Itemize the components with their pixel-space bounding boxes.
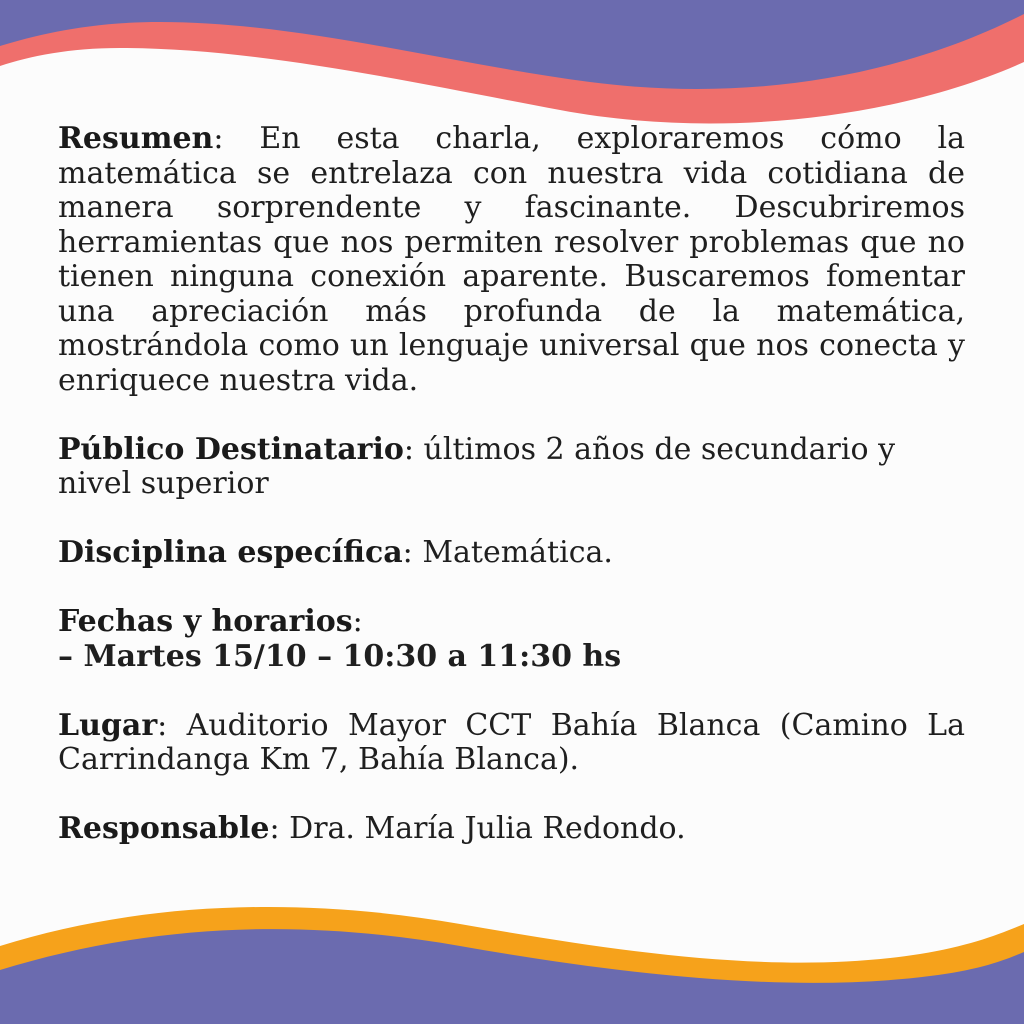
responsable-separator: : <box>269 811 290 846</box>
publico-separator: : <box>403 431 424 467</box>
disciplina-label: Disciplina específica <box>58 535 403 570</box>
resumen-text: En esta charla, exploraremos cómo la matemática se entrelaza con nuestra vida cotidiana de manera sorprendente y fascinante. Descubriremos herramientas que nos permiten resolver problemas que no tienen ninguna conexión aparente. Buscaremos fomentar una apreciación más profunda de la matemática, mostrándola como un lenguaje universal que nos conecta y enriquece nuestra vida. <box>58 121 965 398</box>
spacer <box>58 502 965 537</box>
fechas-item: – Martes 15/10 – 10:30 a 11:30 hs <box>58 638 622 674</box>
spacer <box>58 674 965 709</box>
lugar-paragraph <box>58 709 965 778</box>
disciplina-paragraph <box>58 536 965 571</box>
event-details <box>58 122 965 847</box>
fechas-paragraph <box>58 605 965 640</box>
resumen-separator: : <box>213 121 260 156</box>
spacer <box>58 778 965 813</box>
responsable-paragraph <box>58 812 965 847</box>
publico-paragraph <box>58 433 965 502</box>
responsable-text: Dra. María Julia Redondo. <box>289 811 686 846</box>
bottom-wave-decoration <box>0 894 1024 1024</box>
responsable-label: Responsable <box>58 811 270 846</box>
top-wave-decoration <box>0 0 1024 140</box>
spacer <box>58 571 965 606</box>
publico-text: últimos 2 años de secundario y nivel superior <box>58 431 896 501</box>
lugar-label: Lugar <box>58 707 158 743</box>
publico-label: Público Destinatario <box>58 431 404 467</box>
lugar-text: Auditorio Mayor CCT Bahía Blanca (Camino La Carrindanga Km 7, Bahía Blanca). <box>58 707 965 777</box>
resumen-label: Resumen <box>58 121 214 156</box>
spacer <box>58 398 965 433</box>
disciplina-separator: : <box>402 535 423 570</box>
lugar-separator: : <box>157 707 187 743</box>
fechas-separator: : <box>352 604 363 639</box>
resumen-paragraph <box>58 122 965 398</box>
fechas-label: Fechas y horarios <box>58 604 353 639</box>
disciplina-text: Matemática. <box>422 535 613 570</box>
